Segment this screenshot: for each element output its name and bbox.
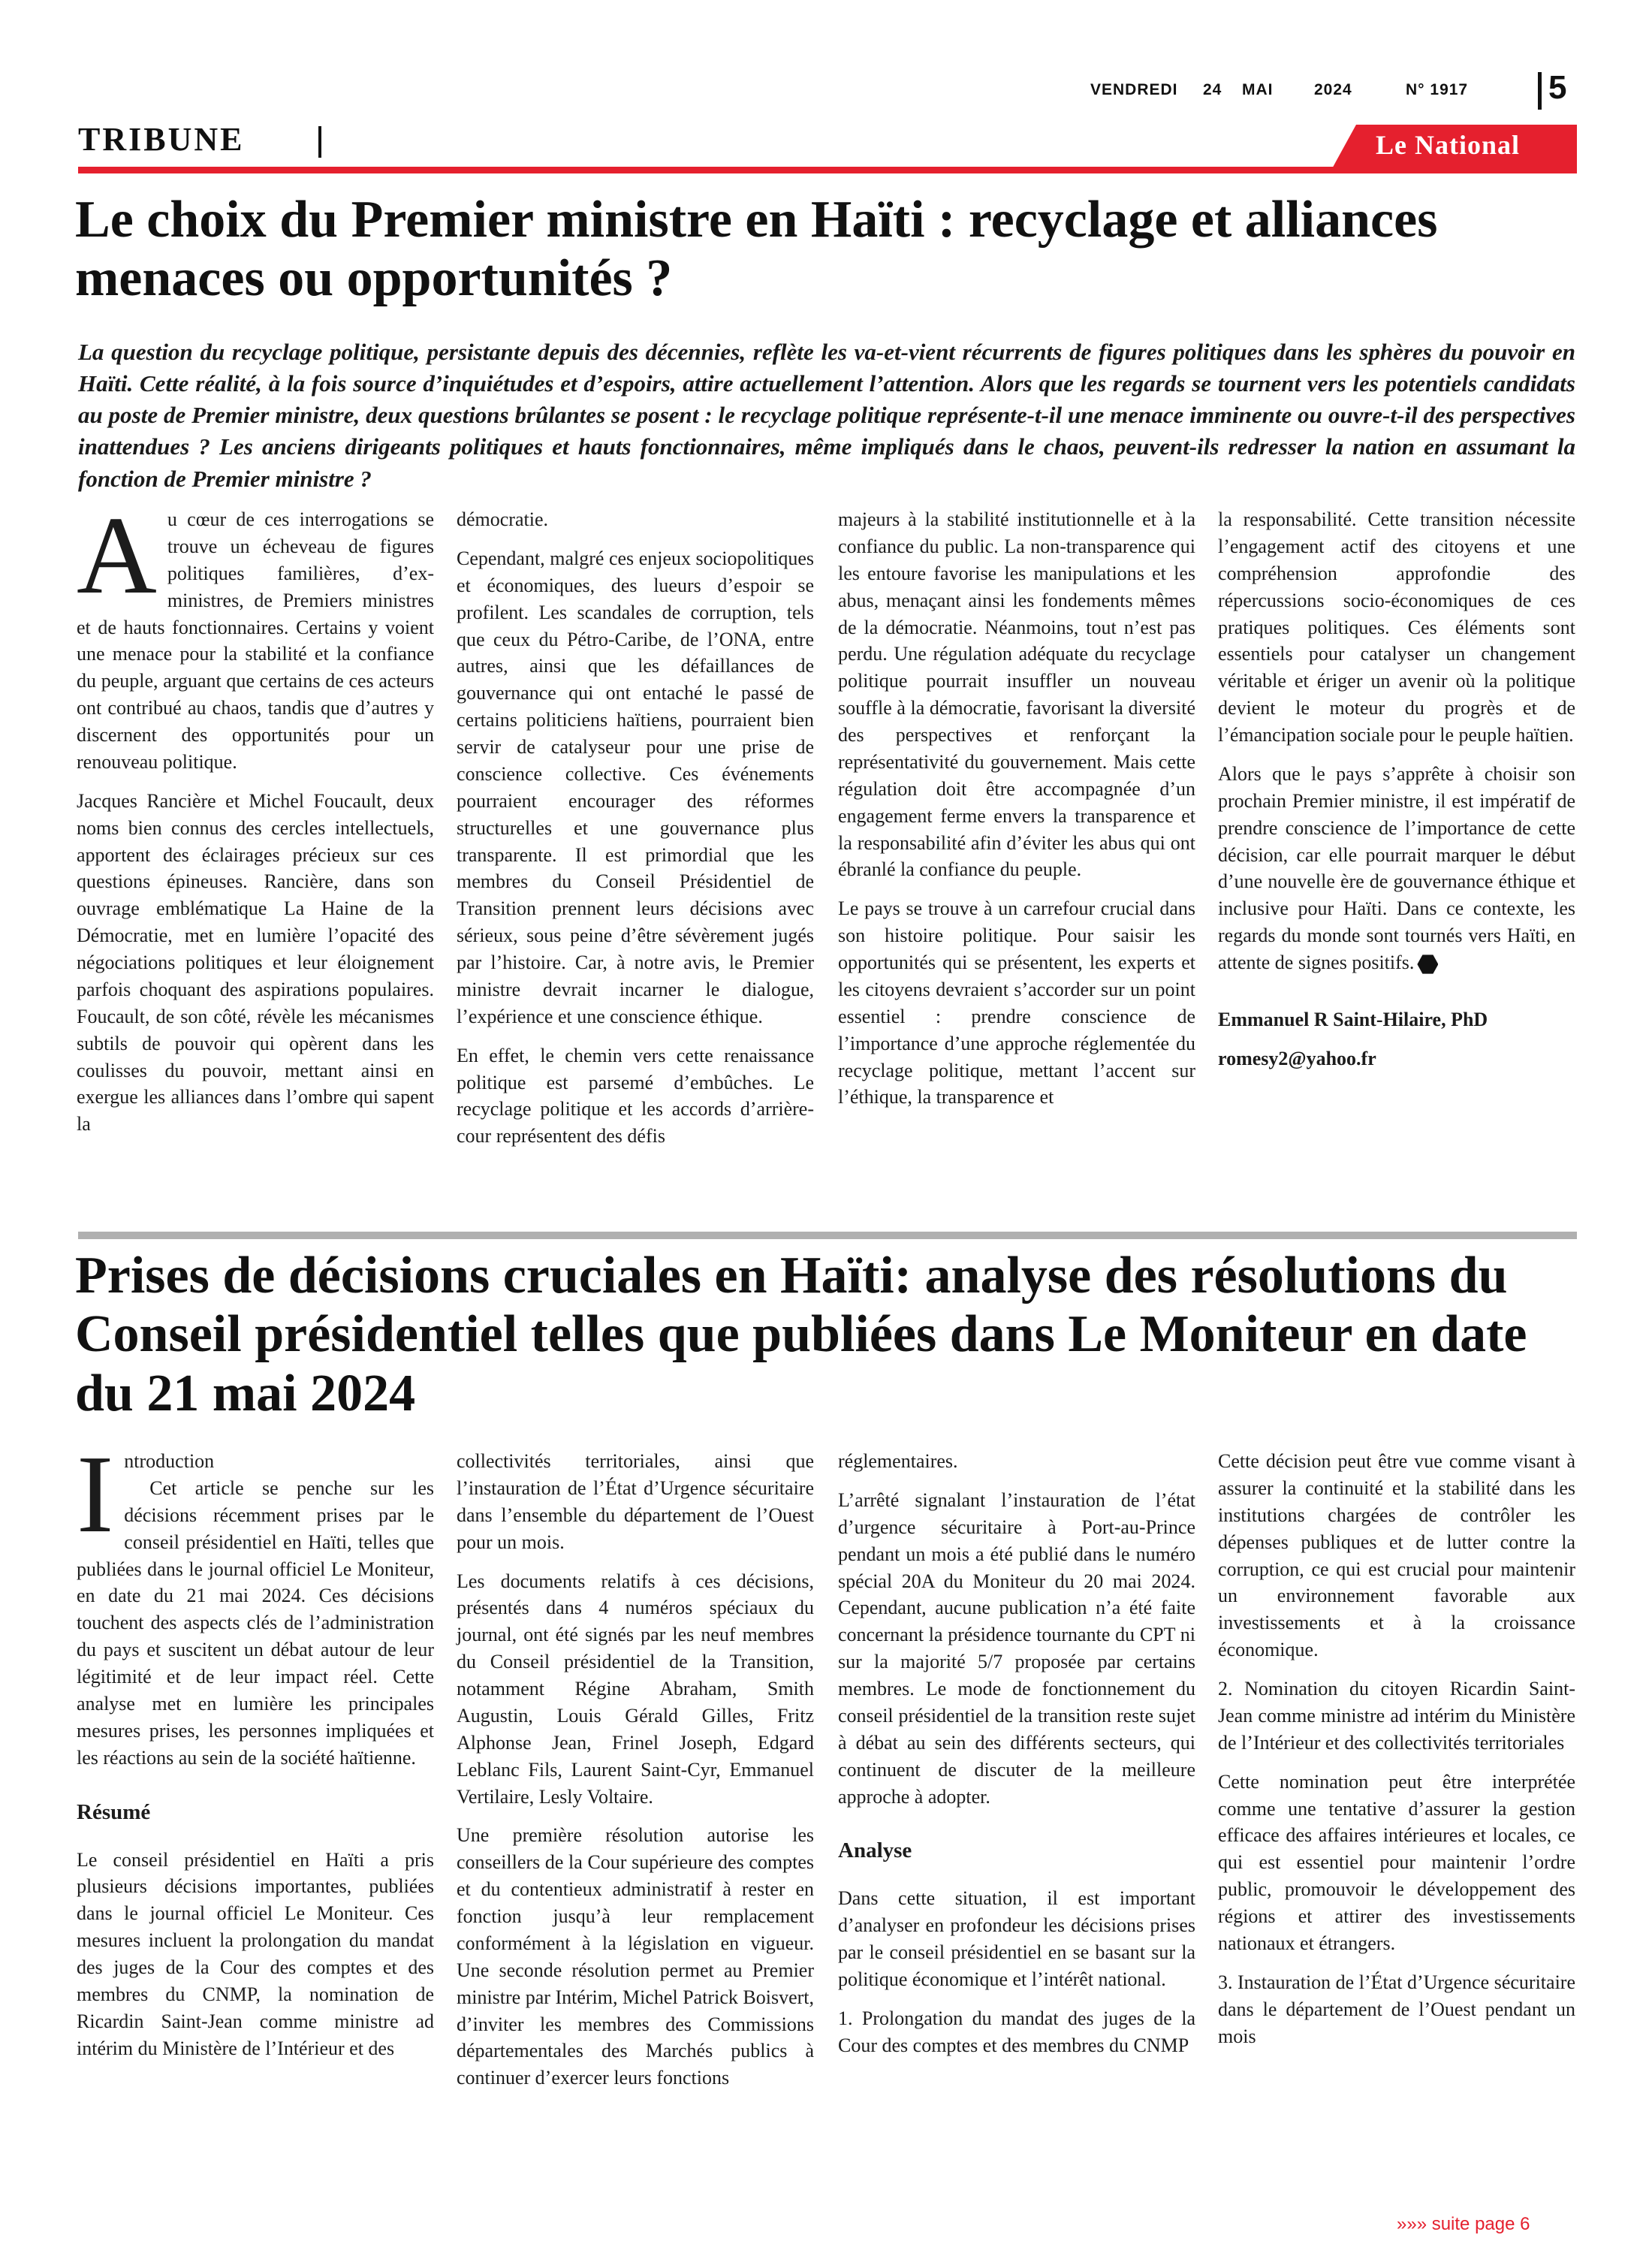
section-label: TRIBUNE (78, 121, 245, 158)
article1-paragraph: Alors que le pays s’apprête à choisir son prochain Premier ministre, il est impératif de prendre conscience de l’importance de cette décision, car elle pourrait marquer le début d’une nouvelle ère de gouvernance éthique et inclusive pour Haïti. Dans ce contexte, les regards du monde sont tournés vers Haïti, en attente de signes positifs. (1218, 762, 1575, 973)
continued-on-page-link[interactable]: »»» suite page 6 (1397, 2214, 1530, 2234)
section-divider (318, 126, 321, 158)
article1-column-4 (1218, 506, 1575, 1084)
article2-paragraph: 2. Nomination du citoyen Ricardin Saint-Jean comme ministre ad intérim du Ministère de l’Intérieur et des collectivités territoriales (1218, 1678, 1575, 1754)
article2-title: Prises de décisions cruciales en Haïti: analyse des résolutions du Conseil présidentiel telles que publiées dans Le Moniteur en date du 21 mai 2024 (75, 1247, 1527, 1422)
article1-dropcap: A (77, 494, 157, 617)
article2-paragraph: Dans cette situation, il est important d’analyser en profondeur les décisions prises par le conseil présidentiel en se basant sur la politique économique et l’intérêt national. (838, 1887, 1195, 1991)
article2-paragraph: Cette décision peut être vue comme visant à assurer la continuité et la stabilité dans les institutions chargées de contrôler les dépenses publiques et de lutter contre la corruption, ce qui est crucial pour maintenir un environnement favorable aux investissements et à la croissance économique. (1218, 1450, 1575, 1661)
article1-column-1 (77, 494, 434, 1150)
article2-dropcap: I (77, 1433, 114, 1556)
article1-paragraph: la responsabilité. Cette transition nécessite l’engagement actif des citoyens et une compréhension approfondie des répercussions socio-économiques de ces pratiques politiques. Ces éléments sont essentiels pour catalyser un changement véritable et ériger un avenir où la politique devient le moteur du progrès et de l’émancipation sociale pour le peuple haïtien. (1218, 508, 1575, 746)
issue-year: 2024 (1314, 81, 1352, 98)
issue-date-number: 24 (1203, 81, 1222, 98)
page-number-divider (1538, 72, 1542, 110)
issue-number: N° 1917 (1406, 81, 1469, 98)
article2-paragraph: réglementaires. (838, 1450, 958, 1472)
article2-paragraph: collectivités territoriales, ainsi que l’instauration de l’État d’Urgence sécuritaire dans l’ensemble du département de l’Ouest pour un mois. (457, 1450, 814, 1553)
article2-column-4 (1218, 1448, 1575, 2061)
article2-paragraph: 1. Prolongation du mandat des juges de la Cour des comptes et des membres du CNMP (838, 2007, 1195, 2056)
issue-month: MAI (1242, 81, 1274, 98)
end-of-article-mark (1417, 954, 1438, 975)
article2-paragraph: Le conseil présidentiel en Haïti a pris plusieurs décisions importantes, publiées dans le journal officiel Le Moniteur. Ces mesures incluent la prolongation du mandat des juges de la Cour des comptes et des membres du CNMP, la nomination de Ricardin Saint-Jean comme ministre ad intérim du Ministère de l’Intérieur et des (77, 1848, 434, 2059)
article2-paragraph: Une première résolution autorise les conseillers de la Cour supérieure des comptes et du contentieux administratif à rester en fonction jusqu’à leur remplacement conformément à la législation en vigueur. Une seconde résolution permet au Premier ministre par Intérim, Michel Patrick Boisvert, d’inviter les membres des Commissions départementales des Marchés publics à continuer d’exercer leurs fonctions (457, 1824, 814, 2089)
article2-resume-heading: Résumé (77, 1799, 151, 1824)
article1-paragraph: Le pays se trouve à un carrefour crucial dans son histoire politique. Pour saisir les opportunités qui se présentent, les experts et les citoyens devraient s’accorder sur un point essentiel : prendre conscience de l’importance d’une approche réglementée du recyclage politique, mettant l’accent sur l’éthique, la transparence et (838, 897, 1195, 1108)
article2-paragraph: Les documents relatifs à ces décisions, présentés dans 4 numéros spéciaux du journal, ont été signés par les neuf membres du Conseil présidentiel de la Transition, notamment Régine Abraham, Smith Augustin, Louis Gérald Gilles, Fritz Alphonse Jean, Frinel Joseph, Edgard Leblanc Fils, Laurent Saint-Cyr, Emmanuel Vertilaire, Lesly Voltaire. (457, 1570, 814, 1808)
article2-intro-heading: ntroduction (124, 1450, 215, 1472)
article1-lede: La question du recyclage politique, persistante depuis des décennies, reflète les va-et-vient récurrents de figures politiques dans les sphères du pouvoir en Haïti. Cette réalité, à la fois source d’inquiétudes et d’espoirs, attire actuellement l’attention. Alors que les regards se tournent vers les potentiels candidats au poste de Premier ministre, deux questions brûlantes se posent : le recyclage politique représente-t-il une menace imminente ou ouvre-t-il des perspectives inattendues ? Les anciens dirigeants politiques et hauts fonctionnaires, même impliqués dans le chaos, peuvent-ils redresser la nation en assumant la fonction de Premier ministre ? (78, 339, 1575, 492)
article1-column-3 (838, 506, 1195, 1123)
article1-paragraph: majeurs à la stabilité institutionnelle et à la confiance du public. La non-transparence qui les entoure favorise les manipulations et les abus, menaçant ainsi les fondements mêmes de la démocratie. Néanmoins, tout n’est pas perdu. Une régulation adéquate du recyclage politique pourrait insuffler un nouveau souffle à la démocratie, favorisant la diversité des perspectives et renforçant la représentativité du gouvernement. Mais cette régulation doit être accompagnée d’un engagement ferme envers la transparence et la responsabilité afin d’éviter les abus qui ont ébranlé la confiance du peuple. (838, 508, 1195, 881)
article1-column-2 (457, 506, 814, 1162)
article2-column-2 (457, 1448, 814, 2104)
header-rule (78, 167, 1577, 173)
article1-paragraph: u cœur de ces interrogations se trouve un écheveau de figures politiques familières, d’ex-ministres, de Premiers ministres et de hauts fonctionnaires. Certains y voient une menace pour la stabilité et la confiance du peuple, arguant que certains de ces acteurs ont contribué au chaos, tandis que d’autres y discernent des opportunités pour un renouveau politique. (77, 508, 434, 773)
article1-paragraph: Jacques Rancière et Michel Foucault, deux noms bien connus des cercles intellectuels, apportent des éclairages précieux sur ces questions épineuses. Rancière, dans son ouvrage emblématique La Haine de la Démocratie, met en lumière l’opacité des négociations politiques et leur éloignement parfois choquant des aspirations populaires. Foucault, de son côté, révèle les mécanismes subtils de pouvoir qui opèrent dans les coulisses du pouvoir, mettant ainsi en exergue les alliances dans l’ombre qui sapent la (77, 789, 434, 1136)
article1-paragraph: démocratie. (457, 508, 548, 530)
article1-paragraph: En effet, le chemin vers cette renaissance politique est parsemé d’embûches. Le recyclage politique et les accords d’arrière-cour représentent des défis (457, 1044, 814, 1148)
article2-paragraph: L’arrêté signalant l’instauration de l’état d’urgence sécuritaire à Port-au-Prince pendant un mois a été publié dans le numéro spécial 20A du Moniteur du 20 mai 2024. Cependant, aucune publication n’a été faite concernant la présidence tournante du CPT ni sur la majorité 5/7 proposée par certains membres. Le mode de fonctionnement du conseil présidentiel de la transition reste sujet à débat au sein des différents secteurs, qui continuent de discuter de la meilleure approche à adopter. (838, 1488, 1195, 1808)
article2-paragraph: 3. Instauration de l’État d’Urgence sécuritaire dans le département de l’Ouest pendant un mois (1218, 1971, 1575, 2047)
issue-day: VENDREDI (1090, 81, 1178, 98)
author-name: Emmanuel R Saint-Hilaire, PhD (1218, 1008, 1488, 1030)
article2-analyse-heading: Analyse (838, 1838, 912, 1863)
article2-paragraph: Cet article se penche sur les décisions récemment prises par le conseil présidentiel en Haïti, telles que publiées dans le journal officiel Le Moniteur, en date du 21 mai 2024. Ces décisions touchent des aspects clés de l’administration du pays et suscitent un débat autour de leur légitimité et de leur impact réel. Cette analyse met en lumière les principales mesures prises, les personnes impliquées et les réactions au sein de la société haïtienne. (77, 1476, 434, 1769)
brand-name: Le National (1376, 130, 1521, 160)
article2-paragraph: Cette nomination peut être interprétée comme une tentative d’assurer la gestion efficace des affaires intérieures et locales, ce qui est essentiel pour maintenir l’ordre public, promouvoir le développement des régions et attirer des investissements nationaux et étrangers. (1218, 1770, 1575, 1954)
article1-title: Le choix du Premier ministre en Haïti : recyclage et alliances menaces ou opportunités ? (75, 191, 1438, 308)
article1-paragraph: Cependant, malgré ces enjeux sociopolitiques et économiques, des lueurs d’espoir se profilent. Les scandales de corruption, tels que ceux du Pétro-Caribe, de l’ONA, entre autres, ainsi que les défaillances de gouvernance qui ont entaché le passé de certains politiciens haïtiens, pourraient bien servir de catalyseur pour une prise de conscience collective. Ces événements pourraient encourager des réformes structurelles et une gouvernance plus transparente. Il est primordial que les membres du Conseil Présidentiel de Transition prennent leurs décisions avec sérieux, sous peine d’être sévèrement jugés par l’histoire. Car, à notre avis, le Premier ministre devrait incarner le dialogue, l’expérience et une conscience éthique. (457, 547, 814, 1027)
article2-column-3 (838, 1448, 1195, 2071)
author-email[interactable]: romesy2@yahoo.fr (1218, 1047, 1376, 1069)
page-number: 5 (1548, 69, 1567, 106)
article-separator (78, 1232, 1577, 1239)
article2-column-1 (77, 1433, 434, 2074)
